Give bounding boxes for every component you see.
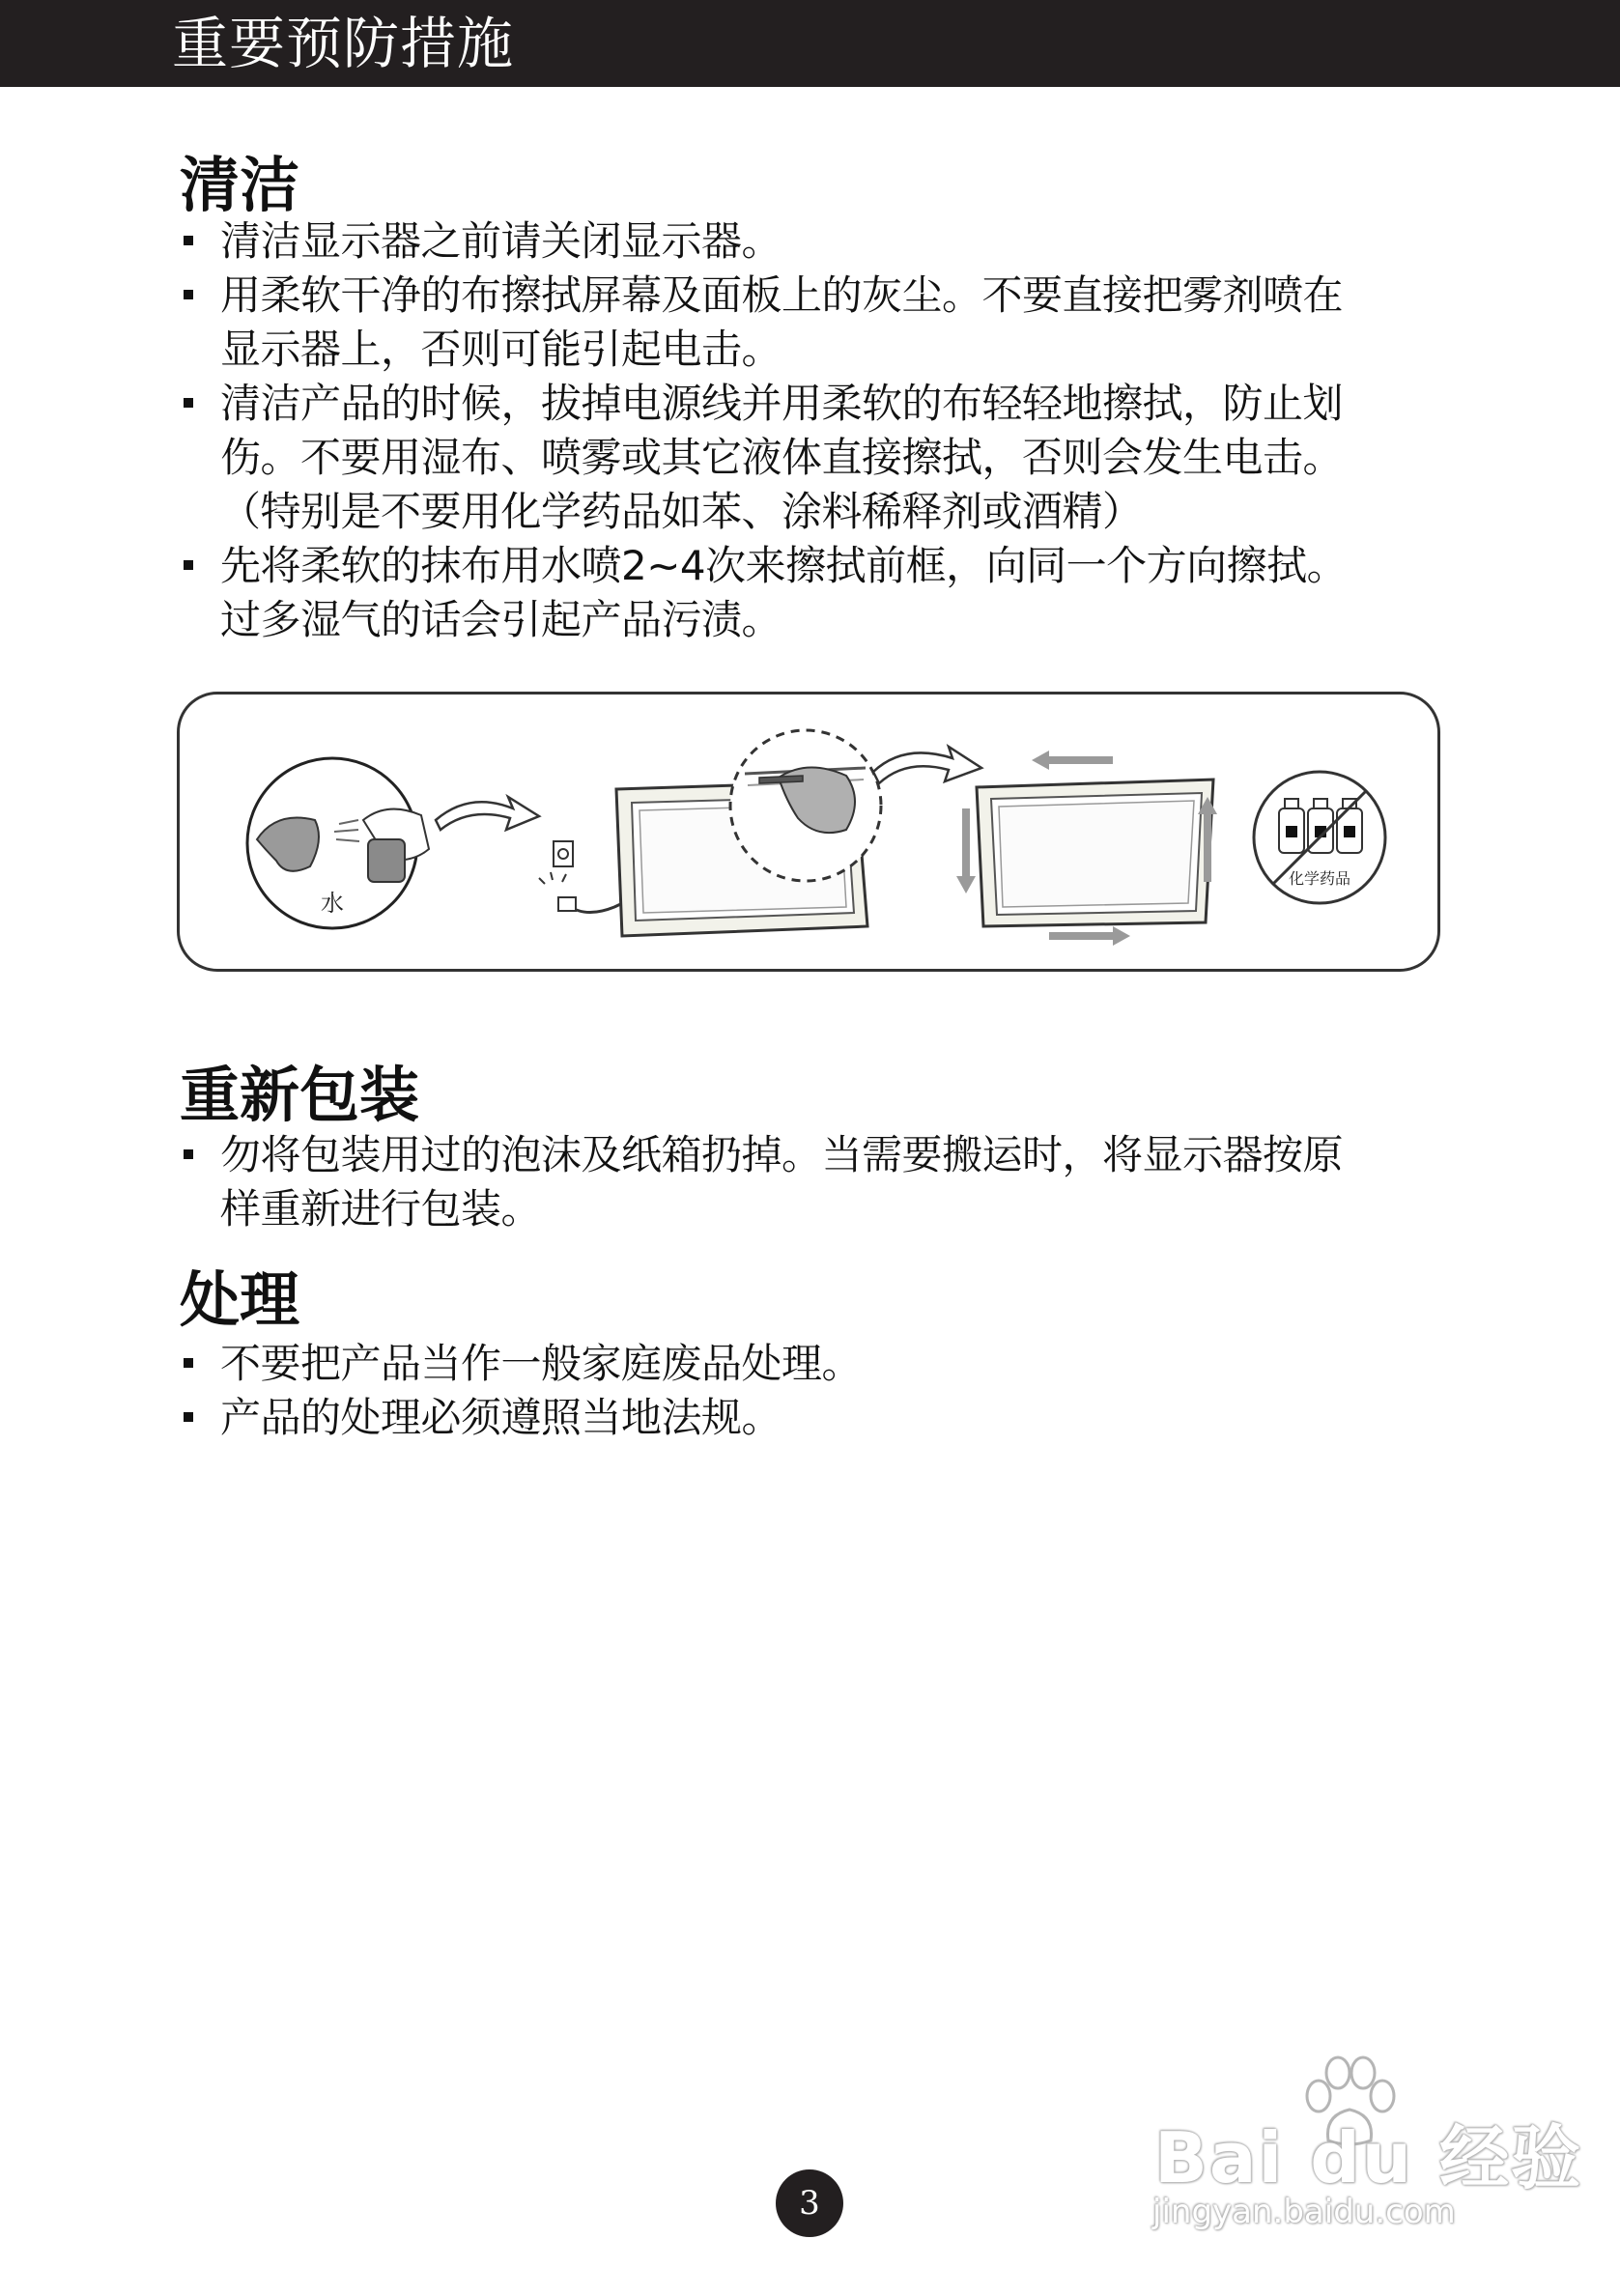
section-title-repacking: 重新包装 bbox=[180, 1060, 420, 1130]
watermark-url: jingyan.baidu.com bbox=[1152, 2193, 1456, 2231]
section-title-cleaning: 清洁 bbox=[180, 150, 300, 220]
page-number: 3 bbox=[776, 2169, 843, 2237]
cleaning-list bbox=[180, 214, 1464, 647]
header-bar bbox=[0, 0, 1620, 87]
bullet-icon bbox=[184, 1358, 193, 1368]
bullet-icon bbox=[184, 1412, 193, 1422]
bullet-icon bbox=[184, 236, 193, 245]
watermark bbox=[1145, 2048, 1583, 2251]
wiping-cloth-icon bbox=[730, 730, 881, 881]
cleaning-illustration bbox=[177, 692, 1440, 972]
chemicals-label: 化学药品 bbox=[1288, 869, 1351, 888]
repacking-list bbox=[180, 1128, 1464, 1236]
list-item: 先将柔软的抹布用水喷2~4次来擦拭前框，向同一个方向擦拭。 过多湿气的话会引起产品污渍。 bbox=[180, 539, 1464, 647]
list-item: 清洁显示器之前请关闭显示器。 bbox=[180, 214, 1464, 269]
disposal-list bbox=[180, 1337, 1464, 1445]
water-label: 水 bbox=[321, 890, 344, 917]
list-item: 清洁产品的时候，拔掉电源线并用柔软的布轻轻地擦拭，防止划 伤。不要用湿布、喷雾或其它液体直接擦拭，否则会发生电击。 （特别是不要用化学药品如苯、涂料稀释剂或酒精） bbox=[180, 377, 1464, 539]
bullet-icon bbox=[184, 290, 193, 299]
arrow-right-icon bbox=[873, 747, 981, 783]
list-item: 用柔软干净的布擦拭屏幕及面板上的灰尘。不要直接把雾剂喷在 显示器上，否则可能引起电击。 bbox=[180, 269, 1464, 377]
section-title-disposal: 处理 bbox=[180, 1264, 300, 1335]
monitor-icon bbox=[977, 780, 1213, 926]
list-item: 勿将包装用过的泡沫及纸箱扔掉。当需要搬运时，将显示器按原 样重新进行包装。 bbox=[180, 1128, 1464, 1236]
watermark-brand: Bai du 经验 bbox=[1154, 2117, 1583, 2198]
list-item: 产品的处理必须遵照当地法规。 bbox=[180, 1391, 1464, 1445]
page-title: 重要预防措施 bbox=[172, 11, 515, 76]
list-item: 不要把产品当作一般家庭废品处理。 bbox=[180, 1337, 1464, 1391]
bullet-icon bbox=[184, 398, 193, 408]
bullet-icon bbox=[184, 560, 193, 570]
arrow-right-icon bbox=[436, 797, 539, 830]
bullet-icon bbox=[184, 1149, 193, 1159]
